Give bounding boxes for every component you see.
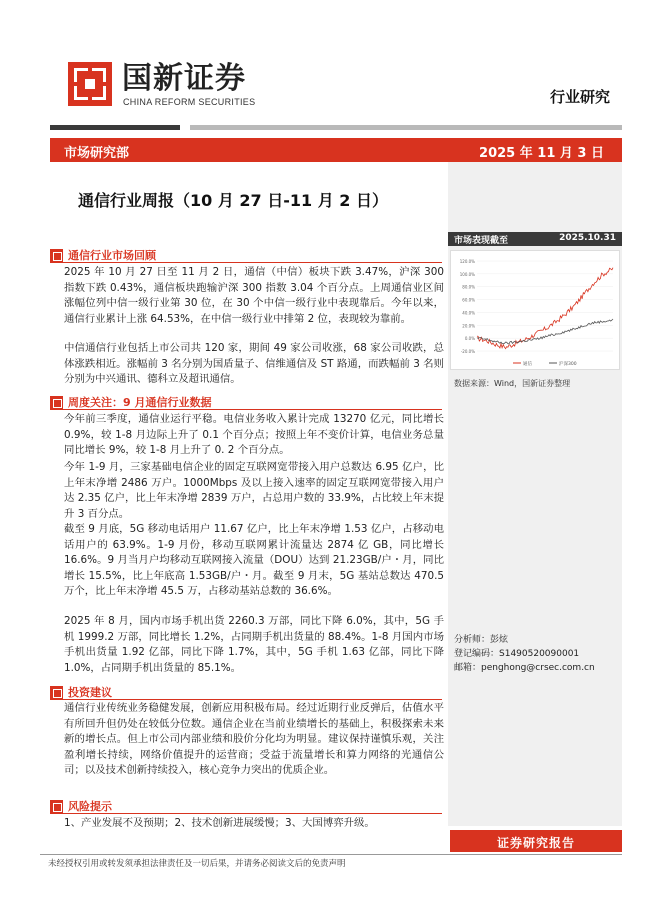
report-type-label: 证券研究报告: [496, 836, 575, 850]
paragraph: 今年前三季度，通信业运行平稳。电信业务收入累计完成 13270 亿元，同比增长 0.9%，较 1-8 月边际上升了 0.1 个百分点；按照上年不变价计算，电信业务总量同比增长 9%，较 1-8 月上升了 0. 2 个百分点。: [64, 413, 444, 456]
section-divider: [50, 262, 442, 263]
paragraph: 2025 年 10 月 27 日至 11 月 2 日，通信（中信）板块下跌 3.47%，沪深 300 指数下跌 0.43%，通信板块跑输沪深 300 指数 3.04 个百分点。上周通信业区间涨幅位列中信一级行业第 30 位，在 30 个中信一级行业中表现靠后。今年以来，通信行业累计上涨 64.53%，在中信一级行业中排第 2 位，表现较为靠前。: [64, 266, 444, 325]
section-bullet-icon: [50, 249, 63, 262]
report-category: 行业研究: [549, 88, 610, 106]
disclaimer: 未经授权引用或转发须承担法律责任及一切后果，并请务必阅读文后的免责声明: [48, 859, 346, 869]
section-bullet-icon: [50, 396, 63, 409]
market-performance-date: 2025.10.31: [559, 233, 616, 243]
paragraph: 1、产业发展不及预期；2、技术创新进展缓慢；3、大国博弈升级。: [64, 817, 375, 829]
report-type-band: [450, 830, 622, 852]
legend-label: 通信: [523, 362, 532, 367]
y-tick-label: 40.0%: [462, 310, 475, 316]
section-title: 通信行业市场回顾: [68, 249, 156, 262]
section-investment-advice: [50, 684, 112, 700]
section-title: 风险提示: [68, 800, 112, 813]
section-bullet-icon: [50, 800, 63, 813]
market-performance-header: [448, 232, 622, 246]
legend-label: 沪深300: [559, 362, 577, 367]
section-divider: [50, 699, 442, 700]
paragraph: 今年 1-9 月，三家基础电信企业的固定互联网宽带接入用户总数达 6.95 亿户，比上年末净增 2486 万户。1000Mbps 及以上接入速率的固定互联网宽带接入用户达 2.35 亿户，比上年末净增 2839 万户，占总用户数的 33.9%，占比较上年末提升 3 百分点。: [64, 461, 444, 520]
y-tick-label: 20.0%: [462, 323, 475, 329]
series-line: [477, 319, 613, 344]
analyst-cert: 登记编码：S1490520090001: [454, 649, 580, 659]
report-title: 通信行业周报（10 月 27 日-11 月 2 日）: [78, 191, 388, 210]
section-bullet-icon: [50, 686, 63, 699]
department-name: 市场研究部: [64, 146, 130, 161]
paragraph: 2025 年 8 月，国内市场手机出货 2260.3 万部，同比下降 6.0%，其中，5G 手机 1999.2 万部，同比增长 1.2%，占同期手机出货量的 88.4%。1-8 月国内市场手机出货量 1.92 亿部，同比下降 1.7%，其中，5G 手机 1.63 亿部，同比下降 1.0%，占同期手机出货量的 85.1%。: [64, 615, 444, 674]
y-tick-label: 60.0%: [462, 297, 475, 303]
section-title: 投资建议: [68, 686, 112, 699]
paragraph: 截至 9 月底，5G 移动电话用户 11.67 亿户，比上年末净增 1.53 亿户，占移动电话用户的 63.9%。1-9 月份，移动互联网累计流量达 2874 亿 GB，同比增长 16.6%。9 月当月户均移动互联网接入流量（DOU）达到 21.23GB/户・月，同比增长 15.5%，比上年底高 1.53GB/户・月。截至 9 月末，5G 基站总数达 470.5 万个，比上年末净增 45.5 万，占移动基站总数的 36.6%。: [64, 523, 444, 597]
analyst-email[interactable]: 邮箱：penghong@crsec.com.cn: [454, 663, 595, 673]
y-tick-label: 120.0%: [459, 259, 475, 264]
section-divider: [50, 409, 442, 410]
y-tick-label: 80.0%: [462, 284, 475, 290]
department-band: [50, 138, 622, 162]
company-logo-mark: [68, 62, 112, 106]
footer-divider: [40, 854, 622, 855]
section-weekly-focus: [50, 394, 211, 410]
y-tick-label: 100.0%: [459, 271, 475, 277]
section-risk: [50, 798, 112, 814]
y-tick-label: 0.0%: [464, 336, 475, 342]
market-performance-title: 市场表现截至: [454, 236, 509, 246]
header-divider-gray: [190, 125, 622, 130]
chart-svg: [451, 251, 621, 371]
analyst-info: [454, 633, 595, 675]
paragraph: 通信行业传统业务稳健发展，创新应用积极布局。经过近期行业反弹后，估值水平有所回升但仍处在较低分位数。通信企业在当前业绩增长的基础上，积极探索未来新的增长点。但上市公司内部业绩和股价分化均为明显。建议保持谨慎乐观，关注盈利增长持续，网络价值提升的运营商；受益于流量增长和算力网络的光通信公司；以及技术创新持续投入，核心竞争力突出的优质企业。: [64, 702, 444, 776]
analyst-name: 分析师：彭炫: [454, 635, 509, 645]
section-title: 周度关注：9 月通信行业数据: [68, 396, 212, 409]
y-tick-label: -20.0%: [460, 349, 475, 354]
section-market-review: [50, 247, 156, 263]
header-divider-dark: [50, 125, 180, 130]
company-name-en: CHINA REFORM SECURITIES: [123, 97, 256, 107]
paragraph: 中信通信行业包括上市公司共 120 家，期间 49 家公司收涨，68 家公司收跌，总体涨跌相近。涨幅前 3 名分别为国盾量子、信维通信及 ST 路通，而跌幅前 3 名则分别为中兴通讯、德科立及超讯通信。: [64, 342, 444, 385]
section-divider: [50, 813, 442, 814]
report-date: 2025 年 11 月 3 日: [479, 146, 604, 161]
company-name-cn: 国新证券: [122, 61, 246, 96]
market-performance-chart: [450, 250, 620, 370]
chart-source: 数据来源：Wind，国新证券整理: [454, 379, 571, 388]
